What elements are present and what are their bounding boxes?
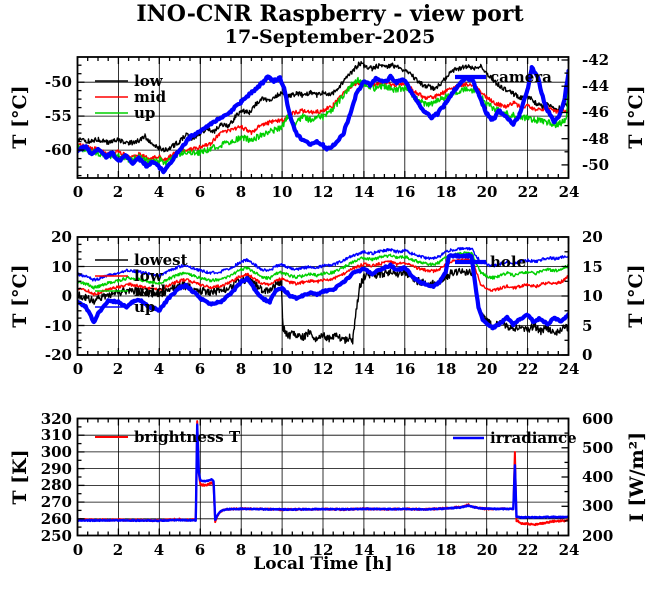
x-tick-label: 22 (517, 183, 539, 201)
y-tick-label: 10 (582, 287, 603, 305)
legend-label-lowest: lowest (134, 251, 188, 269)
legend-label-low: low (134, 72, 163, 90)
y-tick-label: -46 (582, 103, 610, 121)
x-tick-label: 24 (558, 541, 580, 559)
top-plot-right-axis-label: T [°C] (625, 85, 647, 149)
legend-label-up: up (134, 104, 156, 122)
legend-label-low: low (134, 267, 163, 285)
x-tick-label: 20 (476, 360, 498, 378)
middle-plot-left-axis-label: T [°C] (9, 264, 31, 328)
x-tick-label: 20 (476, 183, 498, 201)
bottom-plot-legend-samples (95, 437, 484, 438)
top-plot-left-axis-label: T [°C] (9, 85, 31, 149)
y-tick-label: -48 (582, 130, 610, 148)
y-tick-label: 500 (582, 439, 614, 457)
x-tick-label: 0 (72, 541, 84, 559)
y-tick-label: 15 (582, 258, 603, 276)
y-tick-label: 270 (40, 493, 72, 511)
y-tick-label: 10 (51, 258, 72, 276)
legend-label-mid: mid (134, 282, 167, 300)
legend-label-up: up (134, 298, 156, 316)
x-tick-label: 4 (153, 183, 165, 201)
middle-plot-right-axis-label: T [°C] (625, 264, 647, 328)
y-tick-label: 0 (582, 346, 593, 364)
x-tick-label: 8 (235, 360, 247, 378)
y-tick-label: 290 (40, 460, 72, 478)
y-tick-label: 300 (40, 443, 72, 461)
x-tick-label: 2 (112, 360, 124, 378)
x-tick-label: 6 (194, 183, 206, 201)
x-tick-label: 16 (394, 183, 416, 201)
legend-label-brightness-T: brightness T (134, 428, 241, 446)
y-tick-label: 20 (51, 228, 72, 246)
legend-label-irradiance: irradiance (490, 429, 577, 447)
x-tick-label: 12 (312, 360, 334, 378)
y-tick-label: 20 (582, 228, 603, 246)
y-tick-label: 600 (582, 410, 614, 428)
x-tick-label: 10 (271, 183, 293, 201)
x-tick-label: 0 (72, 360, 84, 378)
figure-title: INO-CNR Raspberry - view port (136, 1, 524, 27)
x-tick-label: 6 (194, 541, 206, 559)
x-tick-label: 20 (476, 541, 498, 559)
bottom-plot-grid (78, 419, 569, 536)
y-tick-label: 260 (40, 510, 72, 528)
y-tick-label: -55 (44, 107, 72, 125)
x-tick-label: 6 (194, 360, 206, 378)
y-tick-label: -10 (44, 317, 72, 335)
x-tick-label: 8 (235, 541, 247, 559)
y-tick-label: 280 (40, 476, 72, 494)
x-tick-label: 18 (435, 541, 457, 559)
x-tick-label: 10 (271, 360, 293, 378)
x-tick-label: 2 (112, 183, 124, 201)
y-tick-label: 0 (61, 287, 72, 305)
bottom-plot-right-axis-label: I [W/m²] (626, 431, 648, 523)
x-tick-label: 18 (435, 183, 457, 201)
y-tick-label: -20 (44, 346, 72, 364)
y-tick-label: 200 (582, 527, 614, 545)
y-tick-label: -42 (582, 51, 610, 69)
y-tick-label: 250 (40, 527, 72, 545)
y-tick-label: 400 (582, 468, 614, 486)
x-tick-label: 0 (72, 183, 84, 201)
x-tick-label: 2 (112, 541, 124, 559)
y-tick-label: -44 (582, 77, 610, 95)
x-tick-label: 14 (353, 541, 375, 559)
x-tick-label: 4 (153, 541, 165, 559)
x-tick-label: 24 (558, 183, 580, 201)
x-tick-label: 24 (558, 360, 580, 378)
legend-label-hole: hole (490, 253, 527, 271)
x-tick-label: 4 (153, 360, 165, 378)
x-tick-label: 16 (394, 541, 416, 559)
x-tick-label: 8 (235, 183, 247, 201)
y-tick-label: -50 (582, 156, 610, 174)
x-tick-label: 18 (435, 360, 457, 378)
y-tick-label: 320 (40, 410, 72, 428)
y-tick-label: 300 (582, 497, 614, 515)
x-tick-label: 22 (517, 360, 539, 378)
legend-label-camera: camera (490, 68, 552, 86)
x-tick-label: 22 (517, 541, 539, 559)
x-axis-label: Local Time [h] (253, 554, 393, 574)
y-tick-label: 310 (40, 426, 72, 444)
y-tick-label: 5 (582, 317, 593, 335)
y-tick-label: -50 (44, 73, 72, 91)
legend-label-mid: mid (134, 88, 167, 106)
figure-subtitle: 17-September-2025 (224, 26, 436, 48)
x-tick-label: 14 (353, 183, 375, 201)
y-tick-label: -60 (44, 141, 72, 159)
x-tick-label: 14 (353, 360, 375, 378)
x-tick-label: 16 (394, 360, 416, 378)
x-tick-label: 12 (312, 541, 334, 559)
bottom-plot-left-axis-label: T [K] (9, 449, 31, 505)
x-tick-label: 10 (271, 541, 293, 559)
x-tick-label: 12 (312, 183, 334, 201)
